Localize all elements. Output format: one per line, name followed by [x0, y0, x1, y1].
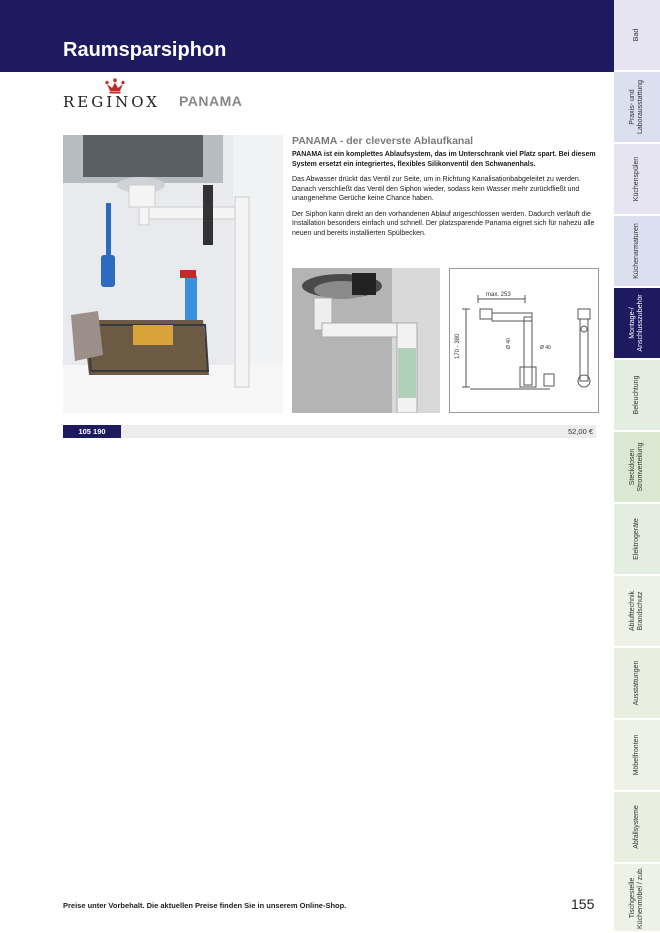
page-header	[0, 0, 614, 72]
tab-beleuchtung[interactable]	[614, 360, 660, 432]
tab-label: Steckdosen Stromverteilung	[629, 442, 644, 492]
section-tabs	[614, 0, 660, 933]
product-photo-kitchen	[63, 135, 283, 413]
tab-label: Elektrogeräte	[633, 518, 640, 560]
tab-praxis-laborausstattung[interactable]	[614, 72, 660, 144]
tab-ablufttechnik-brandschutz[interactable]	[614, 576, 660, 648]
article-number: 105 190	[63, 425, 121, 438]
tab-moebelfronten[interactable]	[614, 720, 660, 792]
tab-label: Möbelfronten	[633, 734, 640, 776]
tab-ausstattungen[interactable]	[614, 648, 660, 720]
tab-label: Küchenspülen	[633, 156, 640, 202]
tab-label: Ausstattungen	[633, 660, 640, 706]
page-title: Raumsparsiphon	[63, 39, 227, 61]
tab-label: Montage-/ Anschlusszubehör	[629, 294, 644, 352]
tab-kuechenarmaturen[interactable]	[614, 216, 660, 288]
tab-steckdosen-stromverteilung[interactable]	[614, 432, 660, 504]
article-intro: PANAMA ist ein komplettes Ablaufsystem, das im Unterschrank viel Platz spart. Bei diesem System ersetzt ein integriertes, flexibles Silikonventil den Schwanenhals.	[292, 151, 596, 168]
article-paragraph-2: Der Siphon kann direkt an den vorhandenen Ablauf angeschlossen werden. Dadurch verläuft die Installation besonders einfach und schnell. Der platzsparende Panama eignet sich für nahezu alle neuen und bereits installierten Spülbecken.	[292, 210, 595, 237]
article-text	[292, 135, 596, 244]
drawing-label-height: 170 - 380	[455, 333, 461, 359]
product-photo-closeup	[292, 268, 440, 413]
tab-elektrogeraete[interactable]	[614, 504, 660, 576]
tab-kuechenspuelen[interactable]	[614, 144, 660, 216]
brand-logo	[63, 78, 263, 114]
tab-tischgestelle-kuechenmoebel[interactable]	[614, 864, 660, 933]
drawing-label-diameter: Ø 40	[506, 338, 512, 349]
footer-note: Preise unter Vorbehalt. Die aktuellen Preise finden Sie in unserem Online-Shop.	[63, 901, 347, 910]
price-bar	[63, 425, 596, 438]
drawing-label-width: max. 253	[486, 292, 511, 298]
article-paragraph-1: Das Abwasser drückt das Ventil zur Seite, um in Richtung Kanalisationbabgeleitet zu werden. Danach verschließt das Ventil den Siphon wieder, sodass kein Wasser mehr zurückfließt und unangenehme Gerüche keine Chance haben.	[292, 176, 581, 202]
article-heading: PANAMA - der cleverste Ablaufkanal	[292, 135, 474, 147]
tab-label: Beleuchtung	[633, 375, 640, 415]
tab-label: Abfallsysteme	[633, 805, 640, 849]
tab-label: Ablufttechnik Brandschutz	[629, 590, 644, 632]
tab-label: Küchenarmaturen	[633, 223, 640, 279]
article-price: 52,00 €	[567, 427, 593, 436]
model-name: PANAMA	[179, 93, 243, 109]
tab-montage-anschlusszubehoer[interactable]	[614, 288, 660, 360]
tab-label: Tischgestelle Küchenmöbel / zub.	[629, 866, 644, 929]
tab-label: Bad	[633, 28, 640, 42]
page-number: 155	[571, 896, 595, 912]
technical-drawing	[449, 268, 599, 413]
tab-abfallsysteme[interactable]	[614, 792, 660, 864]
tab-label: Praxis- und Laborausstattung	[629, 79, 644, 135]
crown-icon	[104, 78, 126, 94]
tab-bad[interactable]	[614, 0, 660, 72]
brand-name: REGINOX	[63, 93, 160, 111]
drawing-label-diameter-2: Ø 40	[540, 345, 551, 351]
